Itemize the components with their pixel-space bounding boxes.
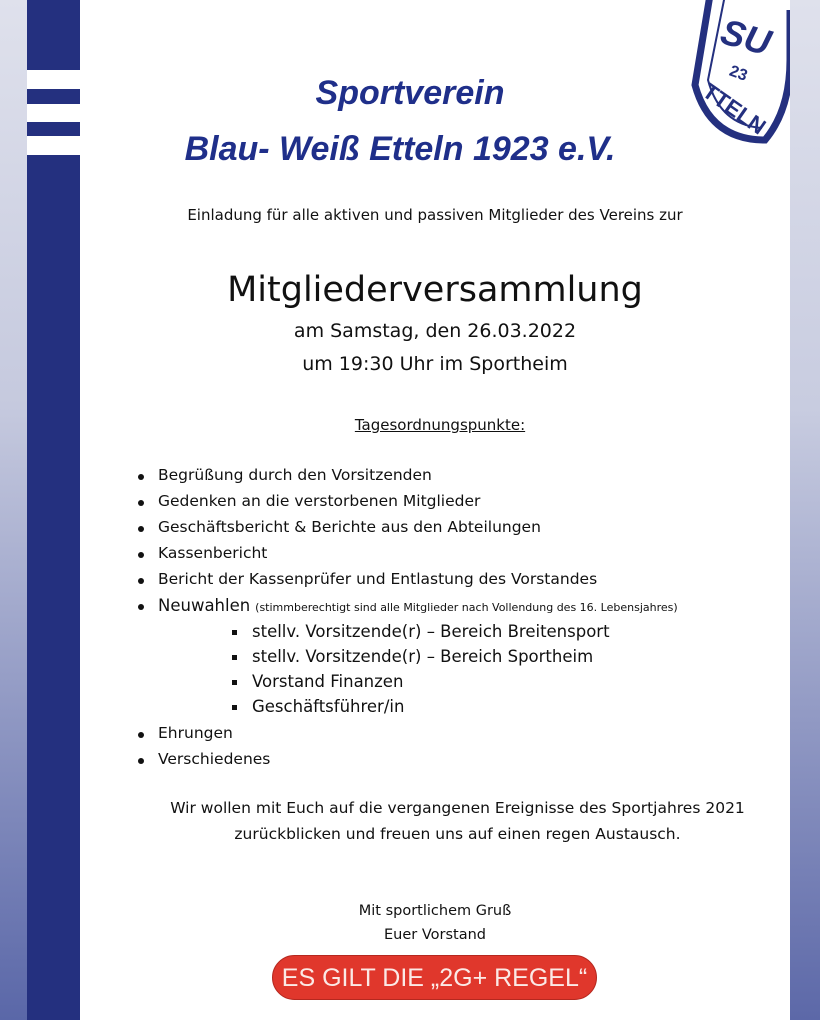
agenda-subitem: Geschäftsführer/in [252, 697, 405, 716]
agenda-item: Bericht der Kassenprüfer und Entlastung des Vorstandes [158, 570, 598, 588]
agenda-heading: Tagesordnungspunkte: [354, 416, 526, 434]
event-title: Mitgliederversammlung [227, 270, 643, 310]
svg-text:23: 23 [727, 62, 750, 85]
agenda-item: Verschiedenes [158, 750, 271, 768]
agenda-item: Begrüßung durch den Vorsitzenden [158, 466, 432, 484]
signature-line1: Mit sportlichem Gruß [358, 903, 512, 919]
club-name-line2: Blau- Weiß Etteln 1923 e.V. [184, 130, 616, 168]
closing-line2: zurückblicken und freuen uns auf einen regen Austausch. [234, 825, 681, 843]
agenda-item: Geschäftsbericht & Berichte aus den Abteilungen [158, 518, 541, 536]
neuwahlen-note: (stimmberechtigt sind alle Mitglieder nach Vollendung des 16. Lebensjahres) [255, 601, 678, 614]
agenda-item: Ehrungen [158, 724, 233, 742]
agenda-item: Kassenbericht [158, 544, 268, 562]
agenda-subitem: stellv. Vorsitzende(r) – Bereich Breitensport [252, 622, 610, 641]
agenda-item: Gedenken an die verstorbenen Mitglieder [158, 492, 481, 510]
svg-text:TTELN: TTELN [698, 78, 771, 140]
closing-line1: Wir wollen mit Euch auf die vergangenen Ereignisse des Sportjahres 2021 [170, 799, 745, 817]
agenda-subitem: Vorstand Finanzen [252, 672, 404, 691]
agenda-item-neuwahlen [158, 596, 678, 615]
svg-text:SU: SU [716, 10, 776, 64]
event-date: am Samstag, den 26.03.2022 [293, 320, 577, 342]
agenda-subitem: stellv. Vorsitzende(r) – Bereich Sportheim [252, 647, 594, 666]
2g-plus-rule-badge: ES GILT DIE „2G+ REGEL“ [272, 955, 597, 1000]
club-name-line1: Sportverein [315, 74, 505, 112]
agenda-item-label: Neuwahlen [158, 596, 251, 615]
event-time: um 19:30 Uhr im Sportheim [302, 353, 568, 375]
signature-line2: Euer Vorstand [384, 927, 486, 943]
invitation-text: Einladung für alle aktiven und passiven Mitglieder des Vereins zur [187, 206, 683, 224]
stripe [27, 0, 80, 70]
